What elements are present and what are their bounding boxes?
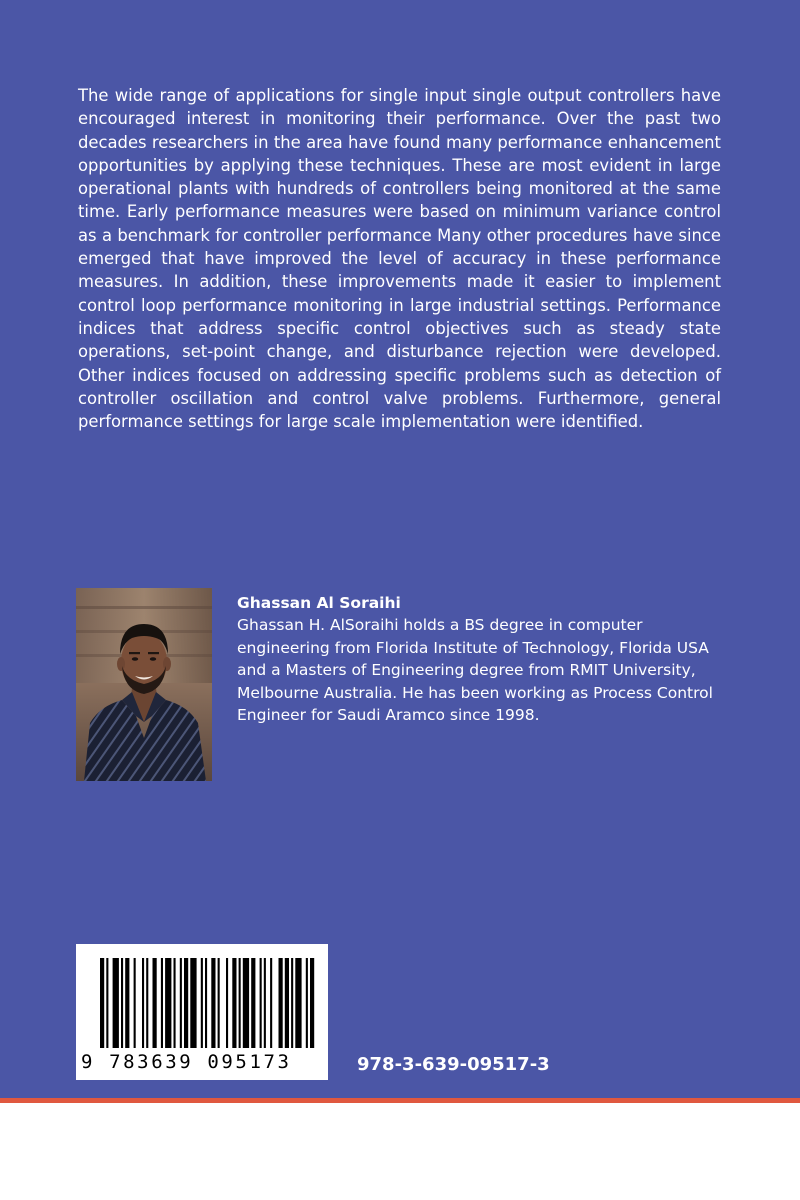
barcode-bar bbox=[285, 958, 289, 1048]
barcode-bar bbox=[106, 958, 108, 1048]
barcode-bar bbox=[260, 958, 262, 1048]
barcode-bar bbox=[218, 958, 220, 1048]
author-name: Ghassan Al Soraihi bbox=[237, 594, 401, 612]
barcode-bar bbox=[211, 958, 215, 1048]
barcode-bar bbox=[121, 958, 123, 1048]
barcode-bar bbox=[264, 958, 266, 1048]
accent-stripe bbox=[0, 1098, 800, 1103]
isbn-number: 978-3-639-09517-3 bbox=[357, 1054, 550, 1075]
barcode-bar bbox=[201, 958, 203, 1048]
barcode-bar bbox=[100, 958, 104, 1048]
barcode-bar bbox=[295, 958, 301, 1048]
barcode-bar bbox=[279, 958, 283, 1048]
barcode-bar bbox=[226, 958, 228, 1048]
portrait-image bbox=[76, 588, 212, 781]
barcode-bar bbox=[146, 958, 148, 1048]
barcode-bar bbox=[232, 958, 236, 1048]
barcode-bar bbox=[184, 958, 188, 1048]
barcode-bar bbox=[174, 958, 176, 1048]
barcode-bar bbox=[113, 958, 119, 1048]
barcode-bar bbox=[291, 958, 293, 1048]
barcode-bar bbox=[243, 958, 249, 1048]
barcode-bar bbox=[134, 958, 136, 1048]
barcode-bar bbox=[270, 958, 272, 1048]
barcode-bar bbox=[165, 958, 171, 1048]
barcode-bar bbox=[310, 958, 314, 1048]
barcode-bar bbox=[190, 958, 196, 1048]
author-bio: Ghassan H. AlSoraihi holds a BS degree in computer engineering from Florida Institute of Technology, Florida USA and a Masters of Engineering degree from RMIT University, Melbourne Australia. He has been working as Process Control Engineer for Saudi Aramco since 1998. bbox=[237, 616, 713, 724]
barcode-digits: 9 783639 095173 bbox=[81, 1051, 292, 1073]
barcode-bar bbox=[306, 958, 308, 1048]
barcode-bar bbox=[125, 958, 129, 1048]
barcode-bar bbox=[161, 958, 163, 1048]
barcode-bar bbox=[142, 958, 144, 1048]
book-description: The wide range of applications for single input single output controllers have encouraged interest in monitoring their performance. Over the past two decades researchers in the area have found many performance enhancement opportunities by applying these techniques. These are most evident in large operational plants with hundreds of controllers being monitored at the same time. Early performance measures were based on minimum variance control as a benchmark for controller performance Many other procedures have since emerged that have improved the level of accuracy in these performance measures. In addition, these improvements made it easier to implement control loop performance monitoring in large industrial settings. Performance indices that address specific control objectives such as steady state operations, set-point change, and disturbance rejection were developed. Other indices focused on addressing specific problems such as detection of controller oscillation and control valve problems. Furthermore, general performance settings for large scale implementation were identified. bbox=[78, 86, 721, 432]
isbn-barcode bbox=[76, 944, 328, 1080]
barcode-bar bbox=[180, 958, 182, 1048]
barcode-bar bbox=[239, 958, 241, 1048]
barcode-bar bbox=[153, 958, 157, 1048]
author-photo bbox=[76, 588, 212, 781]
barcode-bar bbox=[205, 958, 207, 1048]
barcode-bar bbox=[251, 958, 255, 1048]
